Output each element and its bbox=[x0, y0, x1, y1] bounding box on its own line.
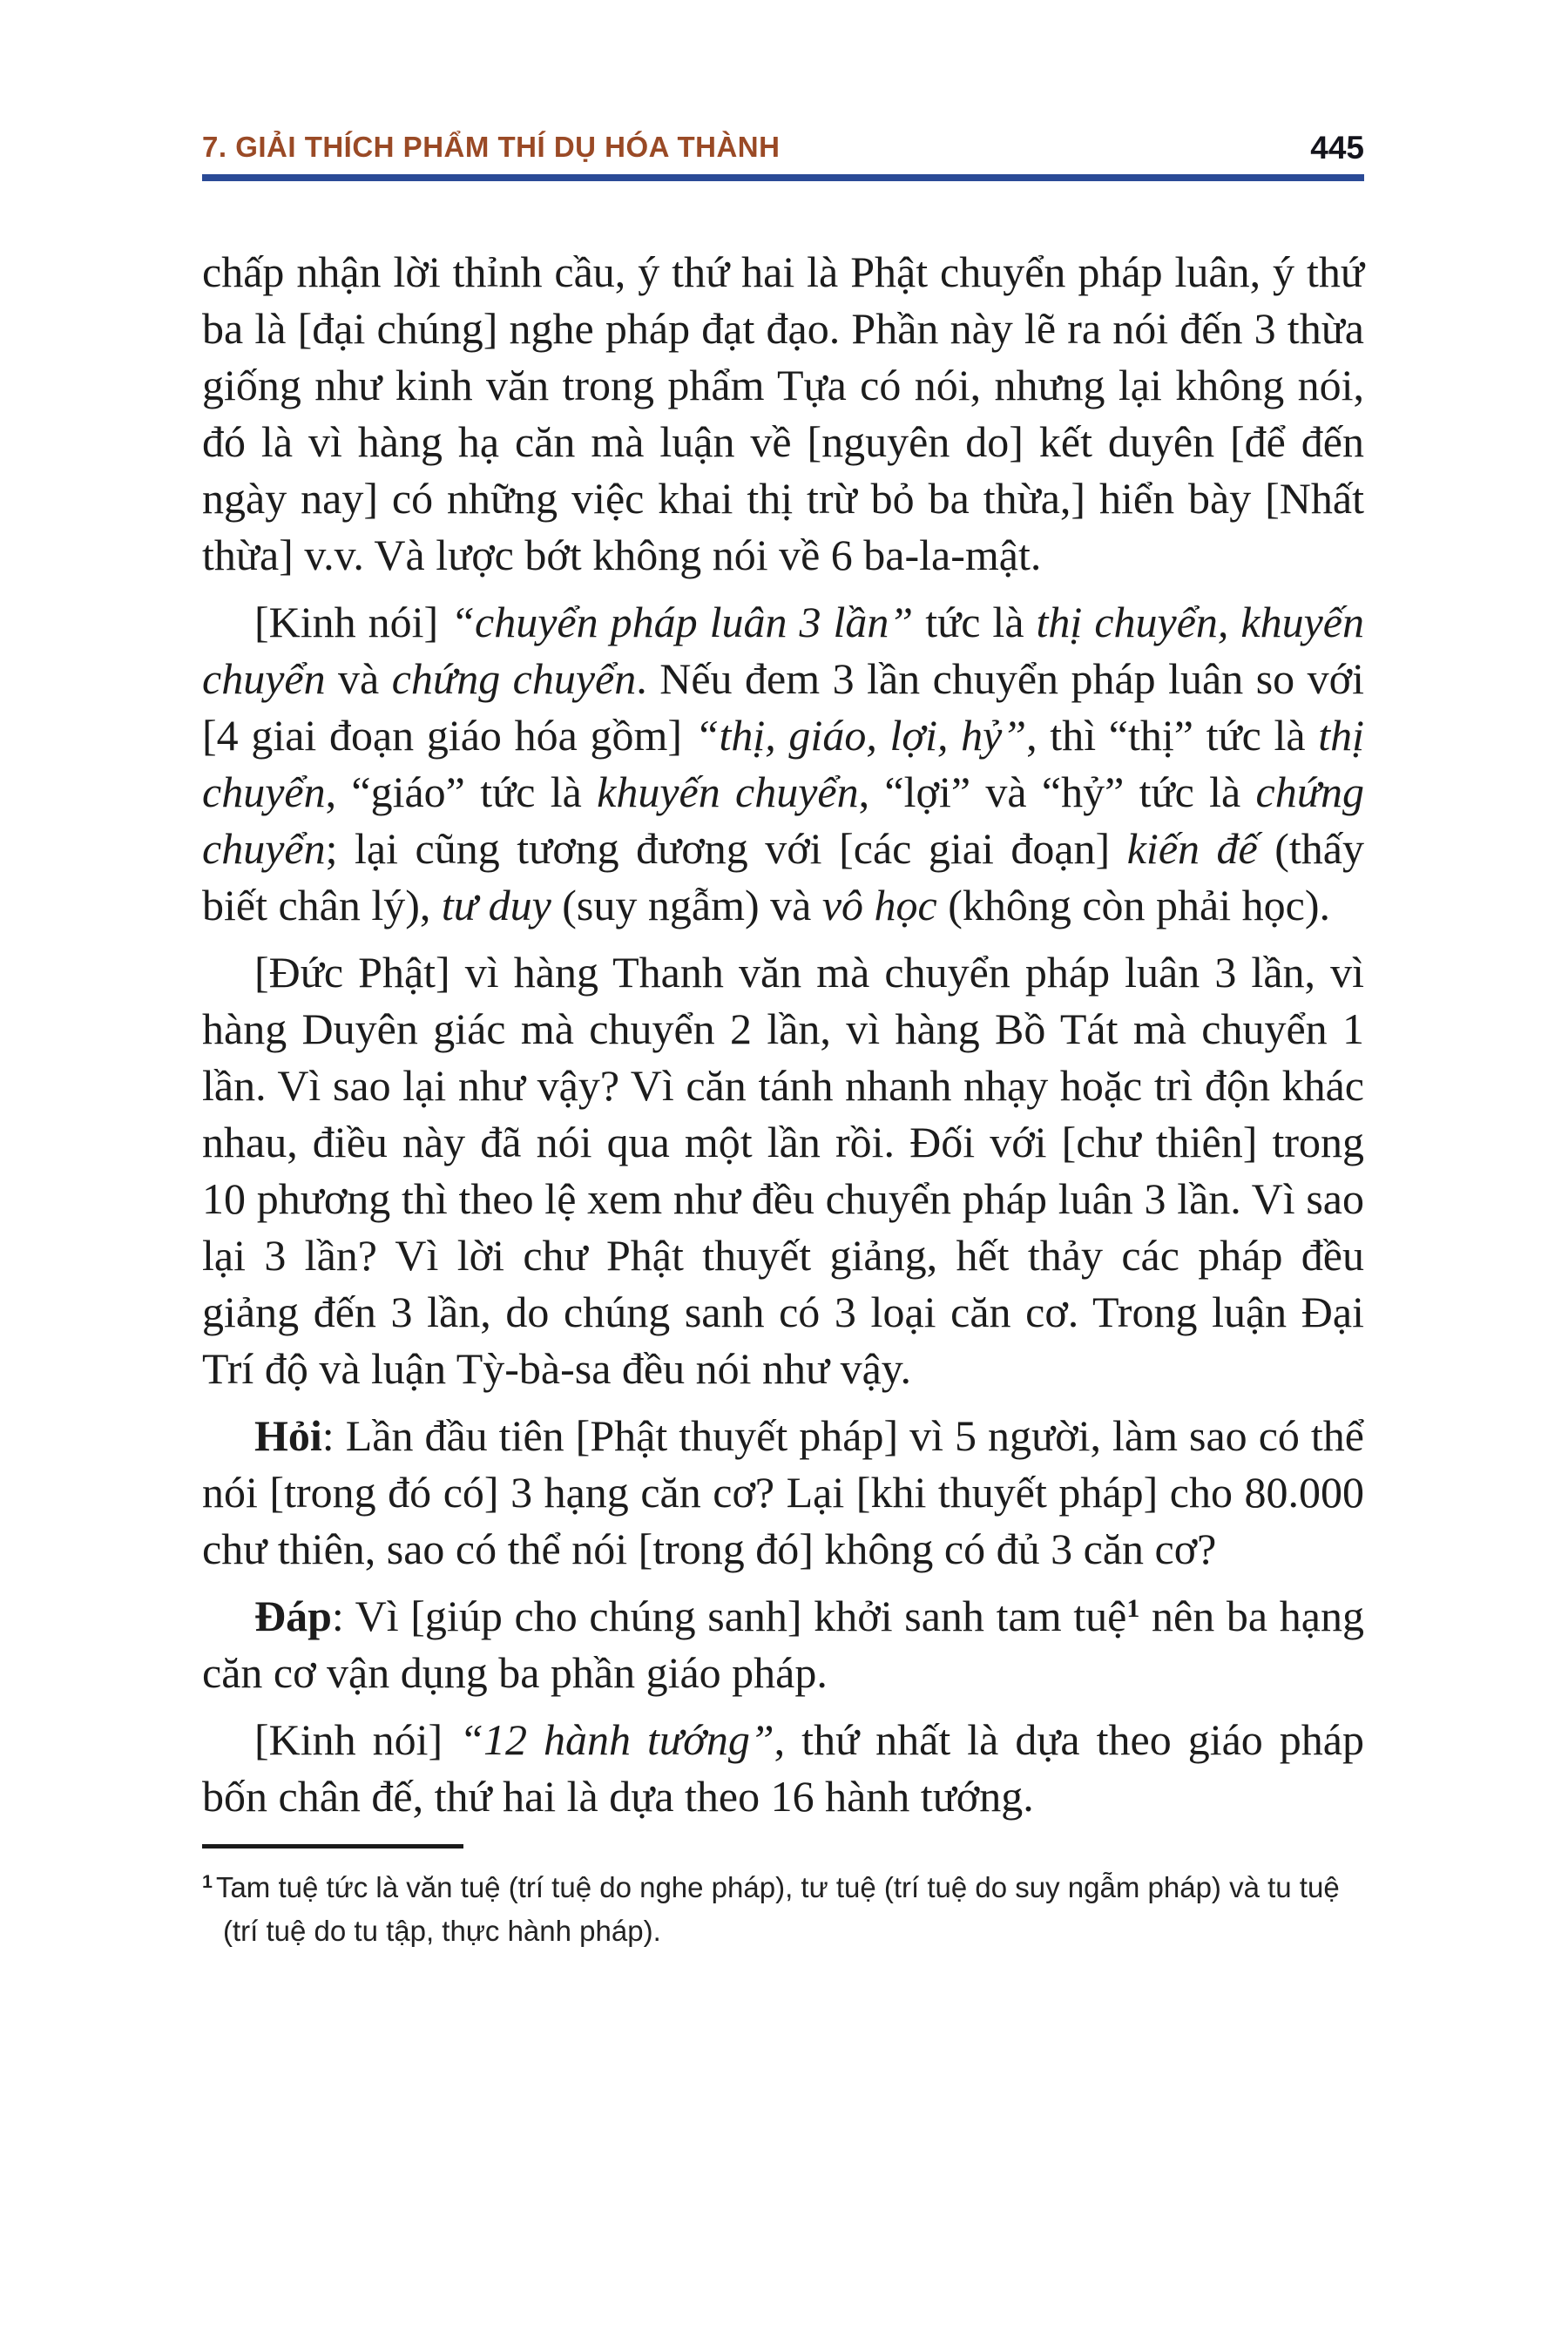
text-segment: [Kinh nói] bbox=[254, 1715, 460, 1764]
running-header bbox=[202, 131, 1364, 164]
text-segment: nên ba hạng căn cơ vận dụng ba phần giáo pháp. bbox=[202, 1592, 1364, 1697]
paragraph bbox=[202, 244, 1364, 584]
footnote-text: Tam tuệ tức là văn tuệ (trí tuệ do nghe pháp), tư tuệ (trí tuệ do suy ngẫm pháp) và tu tuệ (trí tuệ do tu tập, thực hành pháp). bbox=[215, 1871, 1340, 1947]
footnote bbox=[202, 1866, 1364, 1953]
text-segment: . Nếu đem 3 lần chuyển pháp luân so với [4 giai đoạn giáo hóa gồm] bbox=[202, 654, 1364, 760]
paragraph bbox=[202, 944, 1364, 1397]
paragraph bbox=[202, 1588, 1364, 1701]
text-segment: thị chuyển bbox=[202, 711, 1365, 816]
page-number: 445 bbox=[1310, 130, 1364, 166]
text-segment: khuyến chuyển bbox=[597, 767, 859, 816]
footnote-section bbox=[202, 1844, 1364, 1953]
text-segment: và bbox=[325, 654, 392, 703]
chapter-title: 7. GIẢI THÍCH PHẨM THÍ DỤ HÓA THÀNH bbox=[202, 131, 781, 163]
text-segment: chứng chuyển bbox=[391, 654, 637, 703]
text-segment: Đáp bbox=[254, 1592, 332, 1640]
body-text bbox=[202, 244, 1364, 1825]
text-segment: chấp nhận lời thỉnh cầu, ý thứ hai là Phật chuyển pháp luân, ý thứ ba là [đại chúng] nghe pháp đạt đạo. Phần này lẽ ra nói đến 3 thừa giống như kinh văn trong phẩm Tựa có nói, nhưng lại không nói, đó là vì hàng hạ căn mà luận về [nguyên do] kết duyên [để đến ngày nay] có những việc khai thị trừ bỏ ba thừa,] hiển bày [Nhất thừa] v.v. Và lược bớt không nói về 6 ba-la-mật. bbox=[202, 247, 1364, 579]
text-segment: “thị, giáo, lợi, hỷ” bbox=[694, 711, 1027, 760]
text-segment: , thì “thị” tức là bbox=[1026, 711, 1319, 760]
header-rule bbox=[202, 174, 1364, 181]
text-segment: (không còn phải học). bbox=[936, 881, 1330, 929]
text-segment: [Kinh nói] bbox=[254, 598, 451, 646]
text-segment: : Vì [giúp cho chúng sanh] khởi sanh tam tuệ bbox=[331, 1592, 1127, 1640]
footnote-reference: 1 bbox=[1126, 1593, 1140, 1623]
text-segment: “chuyển pháp luân 3 lần” bbox=[450, 598, 914, 646]
text-segment: , “lợi” và “hỷ” tức là bbox=[858, 767, 1256, 816]
footnote-marker: 1 bbox=[202, 1871, 213, 1893]
footnote-rule bbox=[202, 1844, 463, 1848]
text-segment: Hỏi bbox=[254, 1411, 322, 1460]
text-segment: , thứ nhất là dựa theo giáo pháp bốn chân đế, thứ hai là dựa theo 16 hành tướng. bbox=[202, 1715, 1364, 1821]
text-segment: tư duy bbox=[441, 881, 551, 929]
text-segment: (suy ngẫm) và bbox=[551, 881, 822, 929]
text-segment: : Lần đầu tiên [Phật thuyết pháp] vì 5 người, làm sao có thể nói [trong đó có] 3 hạng căn cơ? Lại [khi thuyết pháp] cho 80.000 chư thiên, sao có thể nói [trong đó] không có đủ 3 căn cơ? bbox=[202, 1411, 1364, 1573]
page-content bbox=[202, 131, 1364, 1953]
paragraph bbox=[202, 594, 1364, 934]
text-segment: ; lại cũng tương đương với [các giai đoạn] bbox=[325, 824, 1127, 873]
paragraph bbox=[202, 1712, 1364, 1825]
text-segment: thị chuyển, khuyến chuyển bbox=[202, 598, 1364, 703]
text-segment: kiến đế bbox=[1126, 824, 1258, 873]
text-segment: “12 hành tướng” bbox=[459, 1715, 774, 1764]
text-segment: chứng chuyển bbox=[202, 767, 1364, 873]
text-segment: tức là bbox=[913, 598, 1037, 646]
paragraph bbox=[202, 1408, 1364, 1578]
text-segment: vô học bbox=[821, 881, 937, 929]
text-segment: , “giáo” tức là bbox=[325, 767, 598, 816]
text-segment: [Đức Phật] vì hàng Thanh văn mà chuyển pháp luân 3 lần, vì hàng Duyên giác mà chuyển 2 lần, vì hàng Bồ Tát mà chuyển 1 lần. Vì sao lại như vậy? Vì căn tánh nhanh nhạy hoặc trì độn khác nhau, điều này đã nói qua một lần rồi. Đối với [chư thiên] trong 10 phương thì theo lệ xem như đều chuyển pháp luân 3 lần. Vì sao lại 3 lần? Vì lời chư Phật thuyết giảng, hết thảy các pháp đều giảng đến 3 lần, do chúng sanh có 3 loại căn cơ. Trong luận Đại Trí độ và luận Tỳ-bà-sa đều nói như vậy. bbox=[202, 948, 1364, 1393]
text-segment: (thấy biết chân lý), bbox=[202, 824, 1364, 929]
